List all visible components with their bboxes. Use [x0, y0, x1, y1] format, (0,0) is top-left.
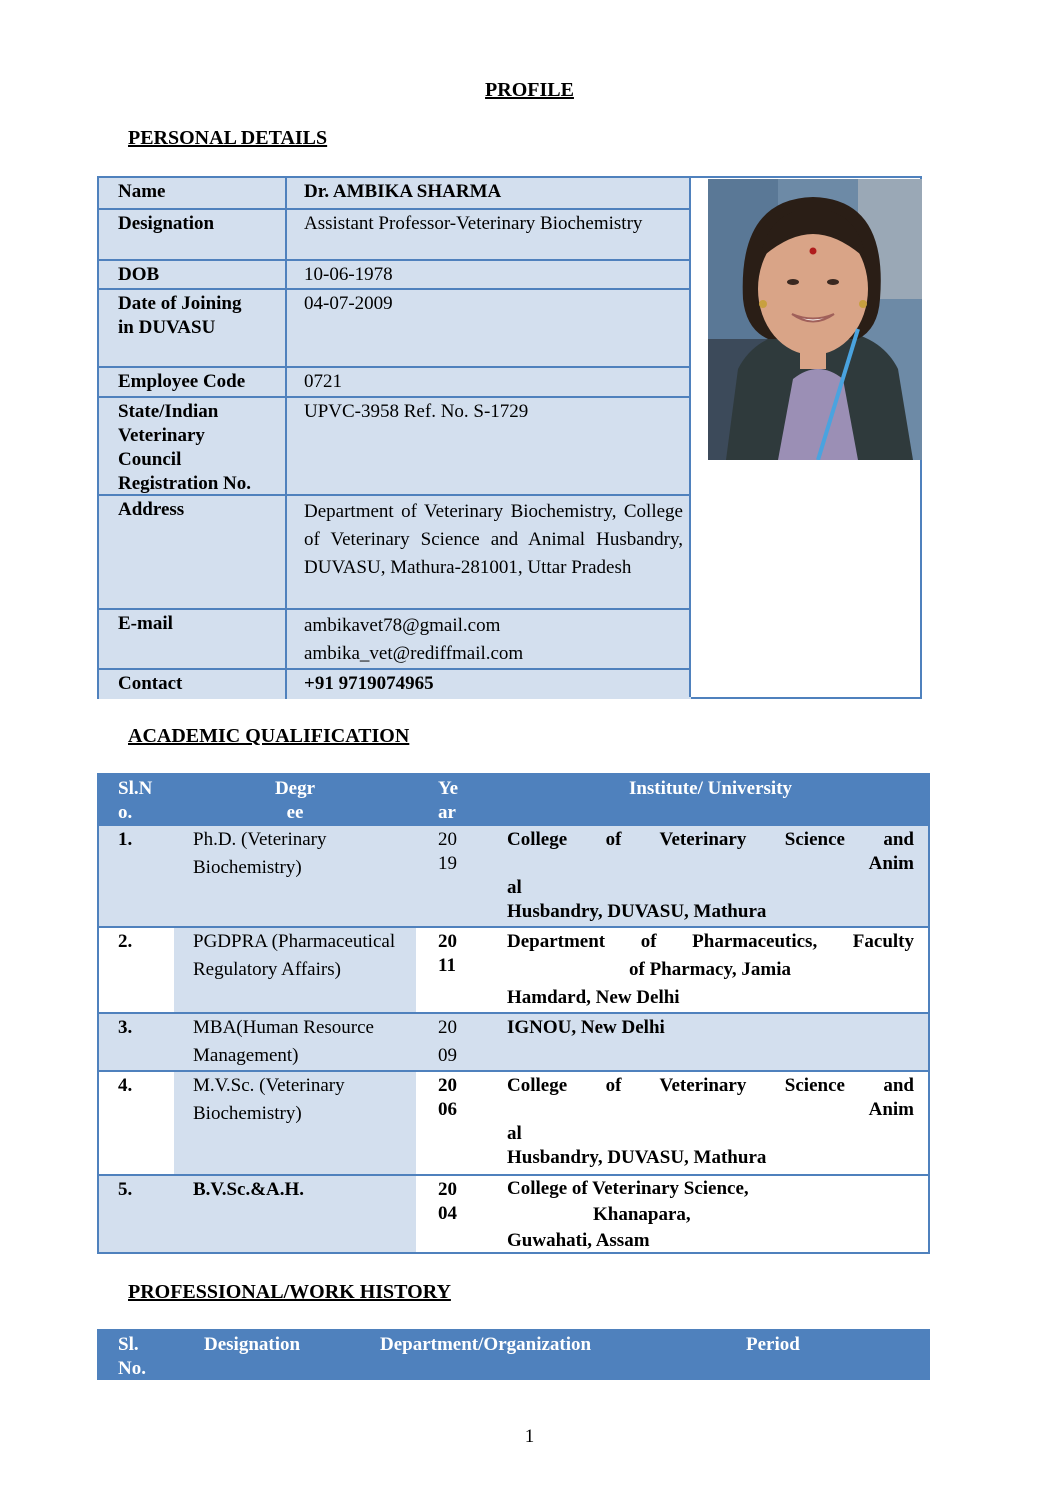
- row-year: [416, 1072, 491, 1174]
- academic-qualification-heading: ACADEMIC QUALIFICATION: [128, 725, 410, 747]
- row-institute-line2: Khanapara,: [593, 1204, 691, 1225]
- header-slno-line2: o.: [118, 802, 133, 823]
- name-label: Name: [99, 178, 287, 208]
- personal-details-heading: PERSONAL DETAILS: [128, 127, 328, 149]
- row-year-line2: 04: [438, 1203, 457, 1224]
- contact-row: [99, 670, 691, 699]
- work-header-designation: Designation: [204, 1334, 301, 1355]
- row-degree: PGDPRA (Pharmaceutical Regulatory Affairs): [174, 928, 416, 1012]
- row-slno: 2.: [99, 928, 174, 1012]
- address-value: Department of Veterinary Biochemistry, College of Veterinary Science and Animal Husbandry, DUVASU, Mathura-281001, Uttar Pradesh: [287, 496, 691, 608]
- employee-code-row: [99, 368, 691, 398]
- row-institute-line1: College of Veterinary Science and: [507, 1075, 914, 1096]
- council-row: [99, 398, 691, 496]
- academic-qualification-table: [97, 773, 930, 1254]
- work-header-slno-line2: No.: [118, 1358, 146, 1379]
- row-institute-line2: Anim: [868, 853, 914, 874]
- work-header-department: Department/Organization: [380, 1334, 592, 1355]
- name-row: [99, 178, 691, 210]
- email-label: E-mail: [99, 610, 287, 668]
- email-secondary: ambika_vet@rediffmail.com: [304, 643, 524, 664]
- header-institute: Institute/ University: [628, 778, 793, 799]
- page-title: PROFILE: [485, 79, 574, 101]
- designation-value: Assistant Professor-Veterinary Biochemistry: [287, 210, 691, 259]
- row-year: [416, 1014, 491, 1070]
- work-header-slno-line1: Sl.: [118, 1334, 139, 1355]
- row-institute-line2: Anim: [868, 1099, 914, 1120]
- photo-column-border: [689, 178, 691, 697]
- work-header-slno: [118, 1333, 146, 1381]
- table-row: [99, 1072, 928, 1176]
- work-history-heading: PROFESSIONAL/WORK HISTORY: [128, 1281, 451, 1303]
- row-institute-line3: al: [507, 877, 522, 898]
- row-institute-line3: al: [507, 1123, 522, 1144]
- row-institute-line1: College of Veterinary Science and: [507, 829, 914, 850]
- row-institute-line4: Husbandry, DUVASU, Mathura: [507, 901, 767, 922]
- table-header-row: [99, 775, 928, 826]
- row-year-line1: 20: [438, 1017, 457, 1038]
- row-year-line1: 20: [438, 1075, 457, 1096]
- row-institute: [491, 1176, 928, 1252]
- row-institute-line4: Husbandry, DUVASU, Mathura: [507, 1147, 767, 1168]
- row-institute-line1: College of Veterinary Science,: [507, 1178, 749, 1199]
- row-year-line2: 11: [438, 955, 456, 976]
- row-degree: Ph.D. (Veterinary Biochemistry): [193, 829, 327, 878]
- page-number: 1: [524, 1426, 535, 1447]
- header-year-line2: ar: [438, 802, 456, 823]
- table-row: [99, 928, 928, 1014]
- email-value: [287, 610, 691, 668]
- row-institute-line3: Guwahati, Assam: [507, 1230, 650, 1251]
- work-history-table-header: [97, 1329, 930, 1380]
- email-primary: ambikavet78@gmail.com: [304, 615, 501, 636]
- contact-value: +91 9719074965: [287, 670, 691, 699]
- name-value: Dr. AMBIKA SHARMA: [287, 178, 691, 208]
- address-row: [99, 496, 691, 610]
- row-year-line1: 20: [438, 829, 457, 850]
- row-year: [416, 826, 491, 926]
- work-header-period: Period: [746, 1334, 800, 1355]
- row-institute: [491, 928, 928, 1012]
- profile-photo: [708, 179, 922, 460]
- joining-label: Date of Joining in DUVASU: [99, 290, 287, 366]
- row-year-line2: 06: [438, 1099, 457, 1120]
- row-institute-line1: Department of Pharmaceutics, Faculty: [507, 931, 914, 952]
- row-institute-line3: Hamdard, New Delhi: [507, 987, 680, 1008]
- header-degree: [174, 775, 416, 824]
- row-slno: 5.: [99, 1176, 174, 1252]
- row-slno: 1.: [118, 829, 133, 850]
- dob-value: 10-06-1978: [287, 261, 691, 288]
- designation-row: [99, 210, 691, 261]
- row-degree: B.V.Sc.&A.H.: [174, 1176, 416, 1252]
- joining-row: [99, 290, 691, 368]
- header-degree-line2: ee: [286, 802, 304, 823]
- header-year: [416, 775, 491, 824]
- row-year-line2: 09: [438, 1045, 457, 1066]
- personal-details-table: [97, 176, 922, 699]
- designation-label: Designation: [99, 210, 287, 259]
- table-row: [99, 1014, 928, 1072]
- table-row: [99, 1176, 928, 1252]
- employee-code-label: Employee Code: [99, 368, 287, 396]
- row-year-line1: 20: [438, 1179, 457, 1200]
- header-slno: [99, 775, 174, 824]
- row-institute: IGNOU, New Delhi: [507, 1017, 665, 1038]
- email-row: [99, 610, 691, 670]
- row-year: [416, 928, 491, 1012]
- contact-label: Contact: [99, 670, 287, 699]
- row-slno: 4.: [99, 1072, 174, 1174]
- council-label: State/Indian Veterinary Council Registration No.: [99, 398, 287, 494]
- address-label: Address: [99, 496, 287, 608]
- header-degree-line1: Degr: [274, 778, 316, 799]
- council-value: UPVC-3958 Ref. No. S-1729: [287, 398, 691, 494]
- header-year-line1: Ye: [438, 778, 459, 799]
- table-row: [99, 826, 928, 928]
- row-institute-line2: of Pharmacy, Jamia: [629, 959, 792, 980]
- row-institute: [491, 826, 928, 926]
- dob-label: DOB: [99, 261, 287, 288]
- row-institute: [491, 1072, 928, 1174]
- header-slno-line1: Sl.N: [118, 778, 153, 799]
- employee-code-value: 0721: [287, 368, 691, 396]
- row-year: [416, 1176, 491, 1252]
- joining-value: 04-07-2009: [287, 290, 691, 366]
- row-year-line1: 20: [438, 931, 457, 952]
- row-degree: M.V.Sc. (Veterinary Biochemistry): [174, 1072, 416, 1174]
- dob-row: [99, 261, 691, 290]
- row-degree: MBA(Human Resource Management): [193, 1017, 374, 1066]
- row-year-line2: 19: [438, 853, 457, 874]
- row-slno: 3.: [118, 1017, 133, 1038]
